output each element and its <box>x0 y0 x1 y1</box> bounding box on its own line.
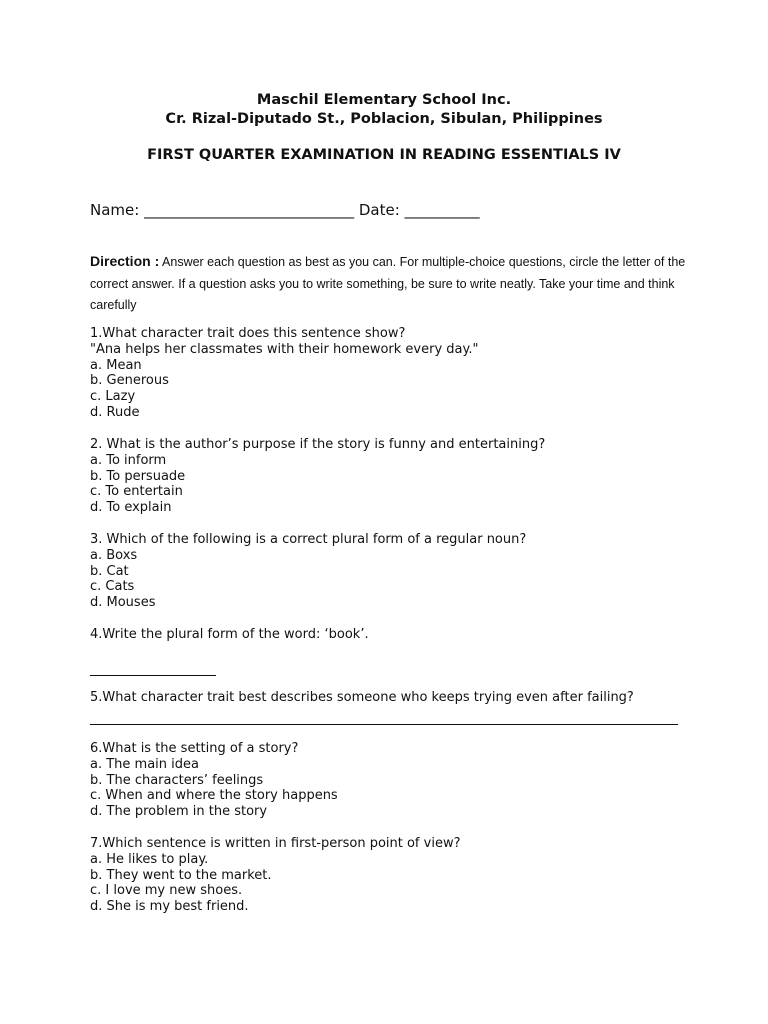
question-7-option-a: a. He likes to play. <box>90 851 209 867</box>
question-1-option-b: b. Generous <box>90 373 169 389</box>
school-name: Maschil Elementary School Inc. <box>256 92 512 108</box>
question-1-option-c: c. Lazy <box>90 389 136 405</box>
school-address: Cr. Rizal-Diputado St., Poblacion, Sibulan, Philippines <box>165 111 603 127</box>
question-6-option-d: d. The problem in the story <box>90 804 268 820</box>
question-1-quote: "Ana helps her classmates with their homework every day." <box>90 341 479 357</box>
question-6-option-b: b. The characters’ feelings <box>90 772 264 788</box>
exam-title: FIRST QUARTER EXAMINATION IN READING ESSENTIALS IV <box>147 147 621 163</box>
question-3-text: 3. Which of the following is a correct plural form of a regular noun? <box>90 532 527 547</box>
question-4-answer-line <box>90 675 216 676</box>
name-label: Name: <box>90 201 140 219</box>
question-1-text: 1.What character trait does this sentence show? <box>90 326 406 341</box>
name-date-row <box>90 201 480 219</box>
question-2-option-c: c. To entertain <box>90 484 183 500</box>
question-5 <box>90 690 634 706</box>
question-3-option-c: c. Cats <box>90 579 135 595</box>
question-3 <box>90 532 526 611</box>
question-6-text: 6.What is the setting of a story? <box>90 741 299 756</box>
question-1 <box>90 326 478 421</box>
question-6-option-c: c. When and where the story happens <box>90 788 338 804</box>
question-4-text: 4.Write the plural form of the word: ‘book’. <box>90 627 369 642</box>
direction-label: Direction : <box>90 253 160 269</box>
directions <box>90 251 690 317</box>
question-1-option-d: d. Rude <box>90 404 140 420</box>
question-6-option-a: a. The main idea <box>90 756 199 772</box>
question-7-option-b: b. They went to the market. <box>90 867 272 883</box>
question-3-option-a: a. Boxs <box>90 547 138 563</box>
question-7 <box>90 836 460 915</box>
question-2-text: 2. What is the author’s purpose if the story is funny and entertaining? <box>90 437 546 452</box>
question-4 <box>90 627 369 643</box>
date-label: Date: <box>358 201 400 219</box>
question-6 <box>90 741 338 820</box>
question-2 <box>90 437 545 516</box>
question-1-option-a: a. Mean <box>90 357 142 373</box>
question-3-option-d: d. Mouses <box>90 595 156 611</box>
question-5-answer-line <box>90 724 678 725</box>
question-7-option-c: c. I love my new shoes. <box>90 883 243 899</box>
question-7-text: 7.Which sentence is written in first-person point of view? <box>90 836 461 851</box>
direction-text: Answer each question as best as you can. For multiple-choice questions, circle the letter of the correct answer. If a question asks you to write something, be sure to write neatly. Take your time and think carefully <box>90 255 686 312</box>
question-3-option-b: b. Cat <box>90 563 129 579</box>
question-7-option-d: d. She is my best friend. <box>90 899 249 915</box>
question-2-option-d: d. To explain <box>90 500 172 516</box>
date-blank: __________ <box>404 201 480 219</box>
question-5-text: 5.What character trait best describes someone who keeps trying even after failing? <box>90 690 634 705</box>
question-2-option-a: a. To inform <box>90 452 167 468</box>
question-2-option-b: b. To persuade <box>90 468 186 484</box>
name-blank: ____________________________ <box>144 201 355 219</box>
